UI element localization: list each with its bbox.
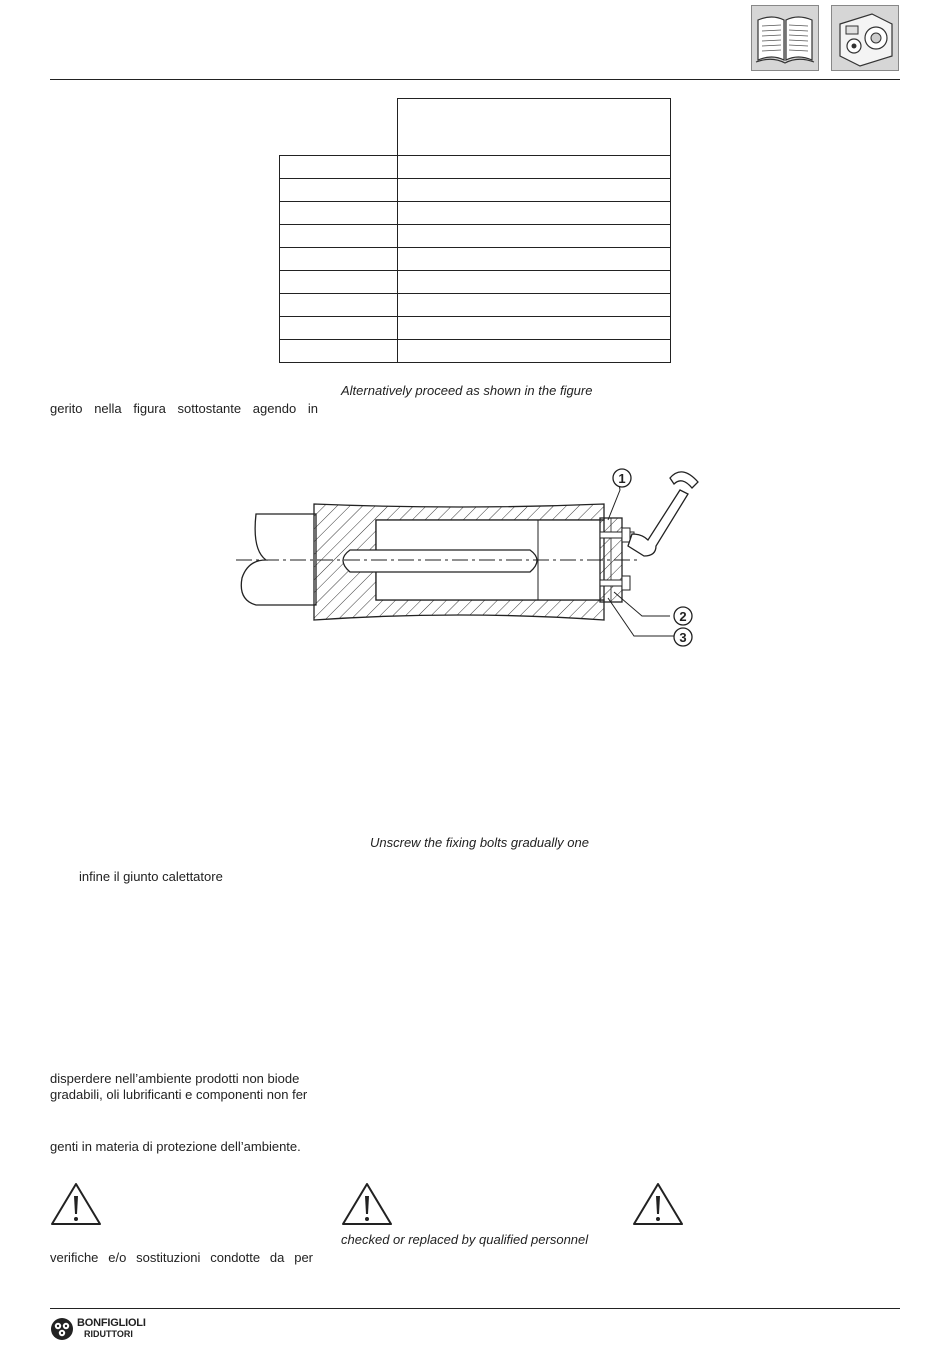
table-row (280, 179, 671, 202)
table-row (280, 271, 671, 294)
warning-triangle-icon (632, 1182, 684, 1226)
callout-3: 3 (679, 630, 687, 645)
infine-text: infine il giunto calettatore (79, 869, 223, 884)
table-row (280, 248, 671, 271)
warning-triangle-icon (50, 1182, 102, 1226)
checked-text: checked or replaced by qualified personnel (341, 1232, 589, 1247)
table-row (280, 156, 671, 179)
table-row (280, 225, 671, 248)
spec-table (279, 98, 671, 363)
brand-name: BONFIGLIOLI (77, 1317, 146, 1329)
callout-1: 1 (618, 471, 626, 486)
shrink-disc-removal-figure (230, 460, 710, 660)
genti-text: genti in materia di protezione dell’ambiente. (50, 1139, 301, 1154)
gearbox-icon (831, 5, 899, 71)
table-row (280, 317, 671, 340)
table-row (280, 340, 671, 363)
alternatively-text: Alternatively proceed as shown in the figure (341, 383, 593, 398)
table-header-row (280, 99, 671, 156)
brand-subtitle: RIDUTTORI (84, 1329, 133, 1339)
disperdere-text-1: disperdere nell’ambiente prodotti non biode (50, 1071, 300, 1086)
bonfiglioli-logo (50, 1316, 160, 1342)
disperdere-text-2: gradabili, oli lubrificanti e componenti non fer (50, 1087, 308, 1102)
gerito-text: gerito nella figura sottostante agendo in (50, 401, 318, 416)
bonfiglioli-gears-icon (50, 1317, 74, 1341)
callout-2: 2 (679, 609, 687, 624)
unscrew-text: Unscrew the fixing bolts gradually one (370, 835, 589, 850)
manual-book-icon (751, 5, 819, 71)
header-rule (50, 79, 900, 80)
table-row (280, 202, 671, 225)
warning-triangle-icon (341, 1182, 393, 1226)
footer-rule (50, 1308, 900, 1309)
verifiche-text: verifiche e/o sostituzioni condotte da per (50, 1250, 313, 1265)
table-row (280, 294, 671, 317)
